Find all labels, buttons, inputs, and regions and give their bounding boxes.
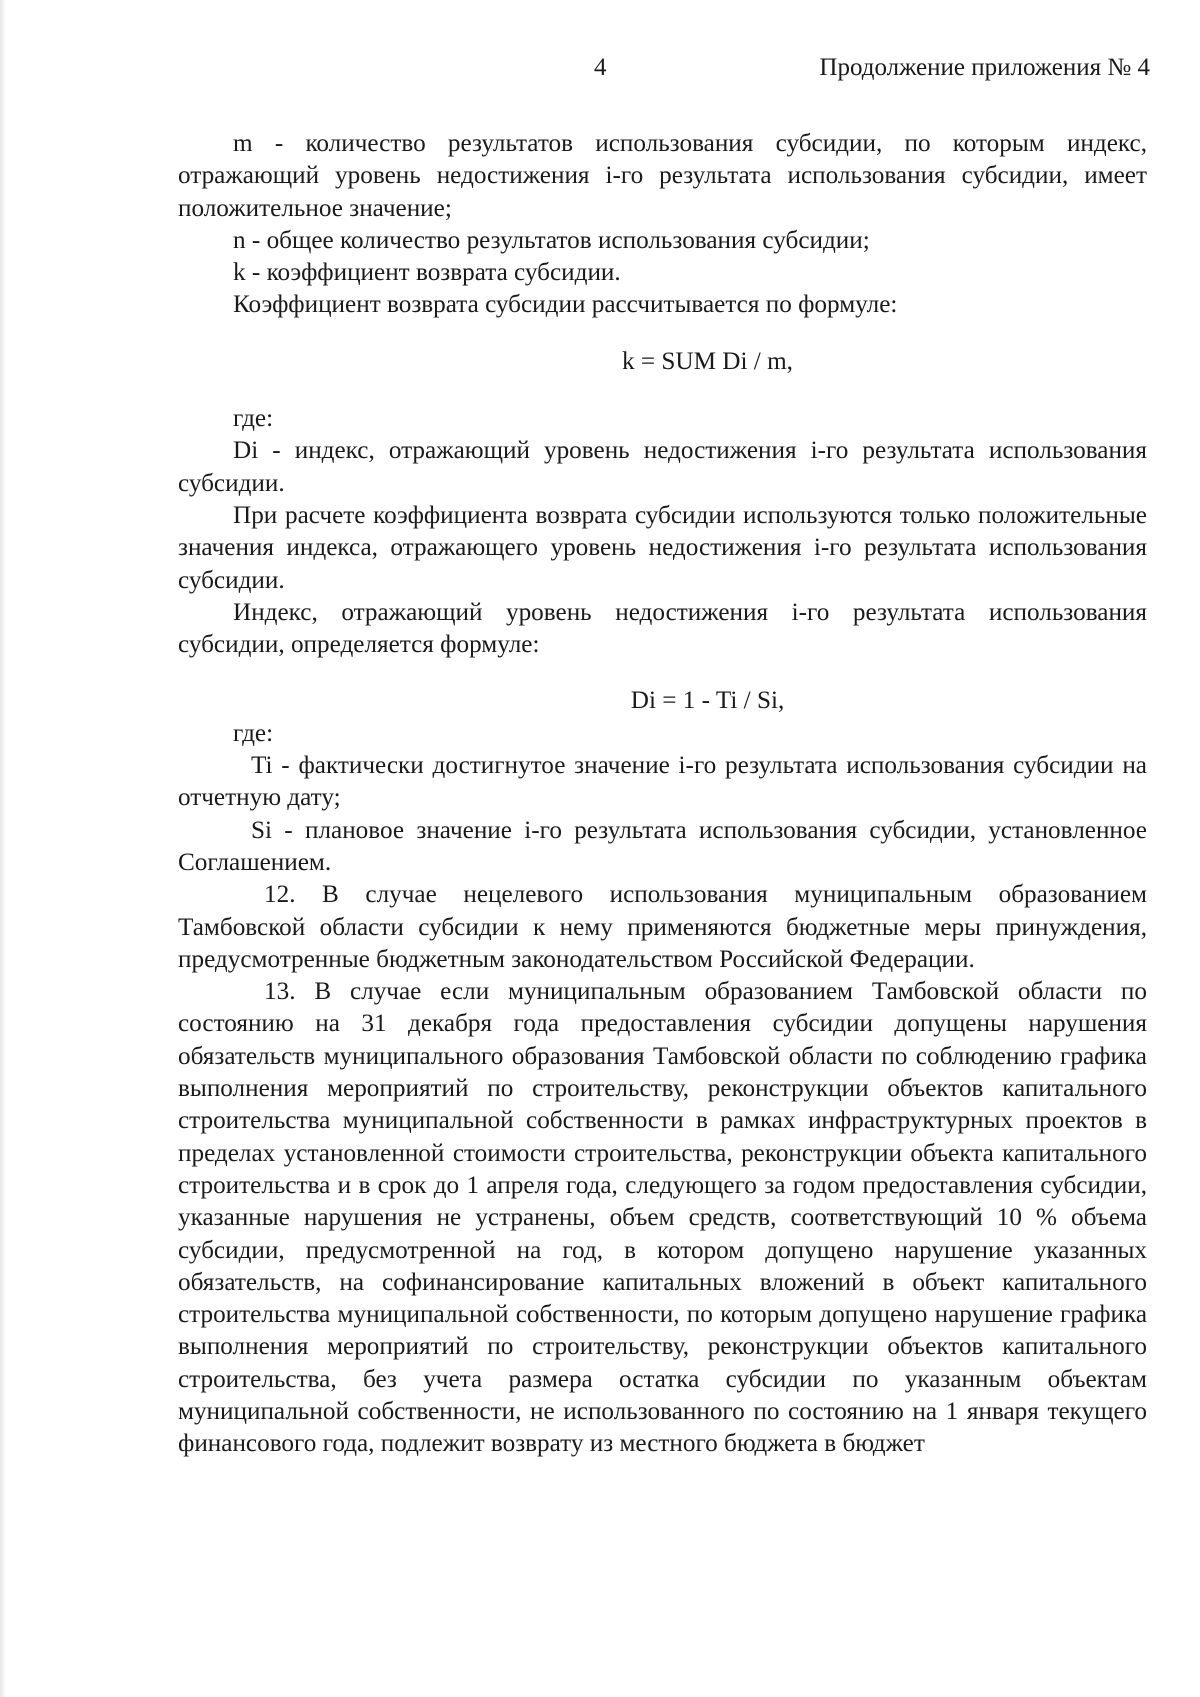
formula-k: k = SUM Di / m, — [622, 347, 793, 375]
scan-edge — [0, 0, 6, 1697]
paragraph-positive-values: При расчете коэффициента возврата субсидии используются только положительные значения индекса, отражающего уровень недостижения i-го результата использования субсидии. — [178, 501, 1147, 594]
page-number: 4 — [594, 54, 607, 81]
formula-di: Di = 1 - Ti / Si, — [630, 687, 785, 715]
paragraph-ti-definition: Ti - фактически достигнутое значение i-го результата использования субсидии на отчетную дату; — [178, 752, 1147, 812]
paragraph-di-definition: Di - индекс, отражающий уровень недостижения i-го результата использования субсидии. — [178, 437, 1147, 497]
paragraph-k-definition: k - коэффициент возврата субсидии. — [233, 259, 621, 287]
paragraph-si-definition: Si - плановое значение i-го результата использования субсидии, установленное Соглашением. — [178, 816, 1147, 876]
paragraph-k-formula-intro: Коэффициент возврата субсидии рассчитывается по формуле: — [233, 291, 898, 319]
paragraph-item-13: 13. В случае если муниципальным образованием Тамбовской области по состоянию на 31 декабря года предоставления субсидии допущены нарушения обязательств муниципального образования Тамбовской области по соблюдению графика выполнения мероприятий по строительству, реконструкции объектов капитального строительства муниципальной собственности в рамках инфраструктурных проектов в пределах установленной стоимости строительства, реконструкции объекта капитального строительства и в срок до 1 апреля года, следующего за годом предоставления субсидии, указанные нарушения не устранены, объем средств, соответствующий 10 % объема субсидии, предусмотренной на год, в котором допущено нарушение указанных обязательств, на софинансирование капитальных вложений в объект капитального строительства муниципальной собственности, по которым допущено нарушение графика выполнения мероприятий по строительству, реконструкции объектов капитального строительства, без учета размера остатка субсидии по указанным объектам муниципальной собственности, не использованного по состоянию на 1 января текущего финансового года, подлежит возврату из местного бюджета в бюджет — [178, 978, 1147, 1458]
where-label-1: где: — [233, 405, 274, 433]
paragraph-item-12: 12. В случае нецелевого использования муниципальным образованием Тамбовской области субсидии к нему применяются бюджетные меры принуждения, предусмотренные бюджетным законодательством Российской Федерации. — [178, 881, 1147, 973]
paragraph-m-definition: m - количество результатов использования субсидии, по которым индекс, отражающий уровень недостижения i-го результата использования субсидии, имеет положительное значение; — [178, 130, 1147, 222]
document-body — [178, 128, 1147, 1461]
paragraph-n-definition: n - общее количество результатов использования субсидии; — [233, 226, 870, 254]
appendix-continuation: Продолжение приложения № 4 — [819, 54, 1150, 81]
where-label-2: где: — [233, 719, 274, 747]
paragraph-di-formula-intro: Индекс, отражающий уровень недостижения i-го результата использования субсидии, определяется формуле: — [178, 598, 1147, 659]
